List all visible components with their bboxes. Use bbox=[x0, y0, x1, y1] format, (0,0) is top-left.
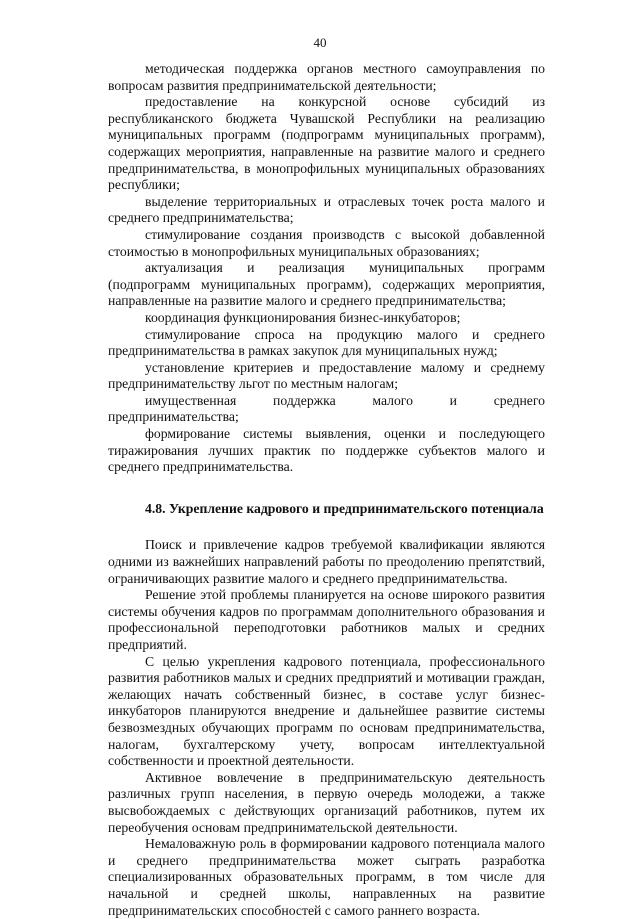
section-content bbox=[108, 537, 545, 919]
list-item: имущественная поддержка малого и среднего предпринимательства; bbox=[108, 392, 545, 425]
list-item: стимулирование спроса на продукцию малого и среднего предпринимательства в рамках закупок для муниципальных нужд; bbox=[108, 326, 545, 359]
list-item: методическая поддержка органов местного самоуправления по вопросам развития предпринимательской деятельности; bbox=[108, 61, 545, 93]
list-item: предоставление на конкурсной основе субсидий из республиканского бюджета Чувашской Республики на реализацию муниципальных программ (подпрограмм муниципальных программ), содержащих мероприятия, направленные на развитие малого и среднего предпринимательства, в монопрофильных муниципальных образованиях республики; bbox=[108, 94, 545, 193]
list-item: координация функционирования бизнес-инкубаторов; bbox=[145, 309, 461, 325]
document-body bbox=[108, 61, 545, 919]
section-paragraph: С целью укрепления кадрового потенциала, профессионального развития работников малых и средних предприятий и мотивации граждан, желающих начать собственный бизнес, в составе услуг бизнес-инкубаторов планируются внедрение и дальнейшее развитие системы безвозмездных обучающих программ по основам предпринимательства, налогам, бухгалтерскому учету, вопросам интеллектуальной собственности и проектной деятельности. bbox=[108, 653, 545, 769]
list-item: стимулирование создания производств с высокой добавленной стоимостью в монопрофильных муниципальных образованиях; bbox=[108, 226, 545, 259]
page-number: 40 bbox=[313, 35, 327, 50]
section-paragraph: Решение этой проблемы планируется на основе широкого развития системы обучения кадров по программам дополнительного образования и профессиональной переподготовки работников малых и средних предприятий. bbox=[108, 587, 545, 652]
measures-list bbox=[108, 61, 545, 476]
section-paragraph: Поиск и привлечение кадров требуемой квалификации являются одними из важнейших направлений работы по преодолению препятствий, ограничивающих развитие малого и среднего предпринимательства. bbox=[108, 537, 545, 586]
list-item: установление критериев и предоставление малому и среднему предпринимательству льгот по местным налогам; bbox=[108, 359, 545, 392]
section-paragraph: Активное вовлечение в предпринимательскую деятельность различных групп населения, в первую очередь молодежи, а также высвобождаемых с действующих организаций работников, путем их переобучения основам предпринимательской деятельности. bbox=[108, 769, 545, 835]
list-item: формирование системы выявления, оценки и последующего тиражирования лучших практик по поддержке субъектов малого и среднего предпринимательства. bbox=[108, 426, 545, 475]
section-heading: 4.8. Укрепление кадрового и предпринимательского потенциала bbox=[145, 500, 544, 516]
list-item: актуализация и реализация муниципальных программ (подпрограмм муниципальных программ), содержащих мероприятия, направленные на развитие малого и среднего предпринимательства; bbox=[108, 260, 545, 309]
list-item: выделение территориальных и отраслевых точек роста малого и среднего предпринимательства; bbox=[108, 193, 545, 226]
section-paragraph: Немаловажную роль в формировании кадрового потенциала малого и среднего предпринимательства может сыграть разработка специализированных образовательных программ, в том числе для начальной и средней школы, направленных на развитие предпринимательских способностей с самого раннего возраста. bbox=[108, 836, 545, 918]
